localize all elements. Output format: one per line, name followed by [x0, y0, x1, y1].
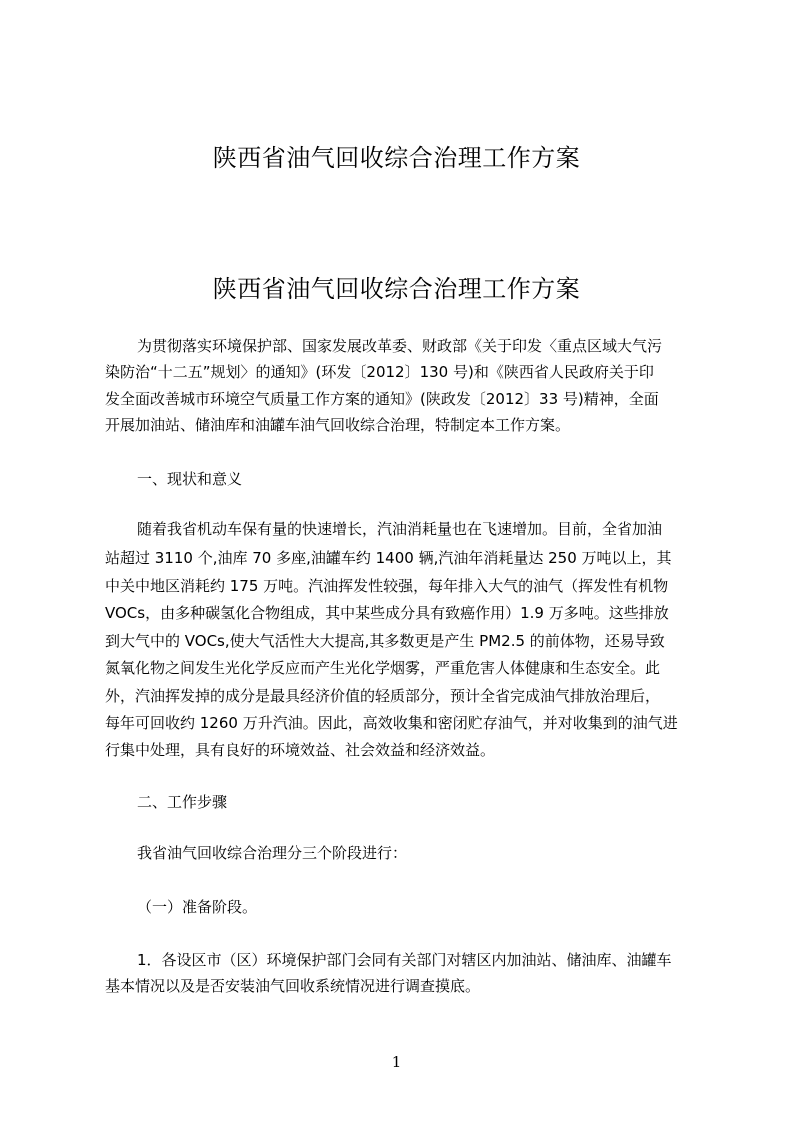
item1-line: 1．各设区市（区）环境保护部门会同有关部门对辖区内加油站、储油库、油罐车: [137, 951, 672, 969]
section1-line: 到大气中的 VOCs,使大气活性大大提高,其多数更是产生 PM2.5 的前体物，还易导致: [105, 632, 665, 650]
document-header-title: 陕西省油气回收综合治理工作方案: [212, 144, 581, 172]
intro-line: 为贯彻落实环境保护部、国家发展改革委、财政部《关于印发〈重点区域大气污: [137, 337, 663, 355]
document-title: 陕西省油气回收综合治理工作方案: [212, 275, 581, 303]
intro-line: 开展加油站、储油库和油罐车油气回收综合治理，特制定本工作方案。: [105, 416, 571, 434]
section1-line: 氮氧化物之间发生光化学反应而产生光化学烟雾，严重危害人体健康和生态安全。此: [105, 659, 661, 677]
section1-line: 站超过 3110 个,油库 70 多座,油罐车约 1400 辆,汽油年消耗量达 250 万吨以上，其: [105, 549, 672, 567]
section1-line: 随着我省机动车保有量的快速增长，汽油消耗量也在飞速增加。目前，全省加油: [137, 520, 663, 538]
section-heading-steps: 二、工作步骤: [137, 793, 228, 811]
stage-heading-preparation: （一）准备阶段。: [137, 898, 258, 916]
section1-line: 每年可回收约 1260 万升汽油。因此，高效收集和密闭贮存油气，并对收集到的油气进: [105, 714, 678, 732]
section1-line: 中关中地区消耗约 175 万吨。汽油挥发性较强，每年排入大气的油气（挥发性有机物: [105, 577, 669, 595]
page-number: 1: [391, 1053, 402, 1071]
intro-line: 染防治“十二五”规划〉的通知》(环发〔2012〕130 号)和《陕西省人民政府关于印: [105, 363, 654, 381]
section1-line: VOCs，由多种碳氢化合物组成，其中某些成分具有致癌作用）1.9 万多吨。这些排放: [105, 604, 669, 622]
intro-line: 发全面改善城市环境空气质量工作方案的通知》(陕政发〔2012〕33 号)精神，全面: [105, 390, 659, 408]
section-heading-status: 一、现状和意义: [137, 470, 243, 488]
item1-line: 基本情况以及是否安装油气回收系统情况进行调查摸底。: [105, 977, 481, 995]
section2-intro: 我省油气回收综合治理分三个阶段进行：: [137, 844, 408, 862]
section1-line: 外，汽油挥发掉的成分是最具经济价值的轻质部分，预计全省完成油气排放治理后，: [105, 687, 661, 705]
section1-line: 行集中处理，具有良好的环境效益、社会效益和经济效益。: [105, 741, 496, 759]
